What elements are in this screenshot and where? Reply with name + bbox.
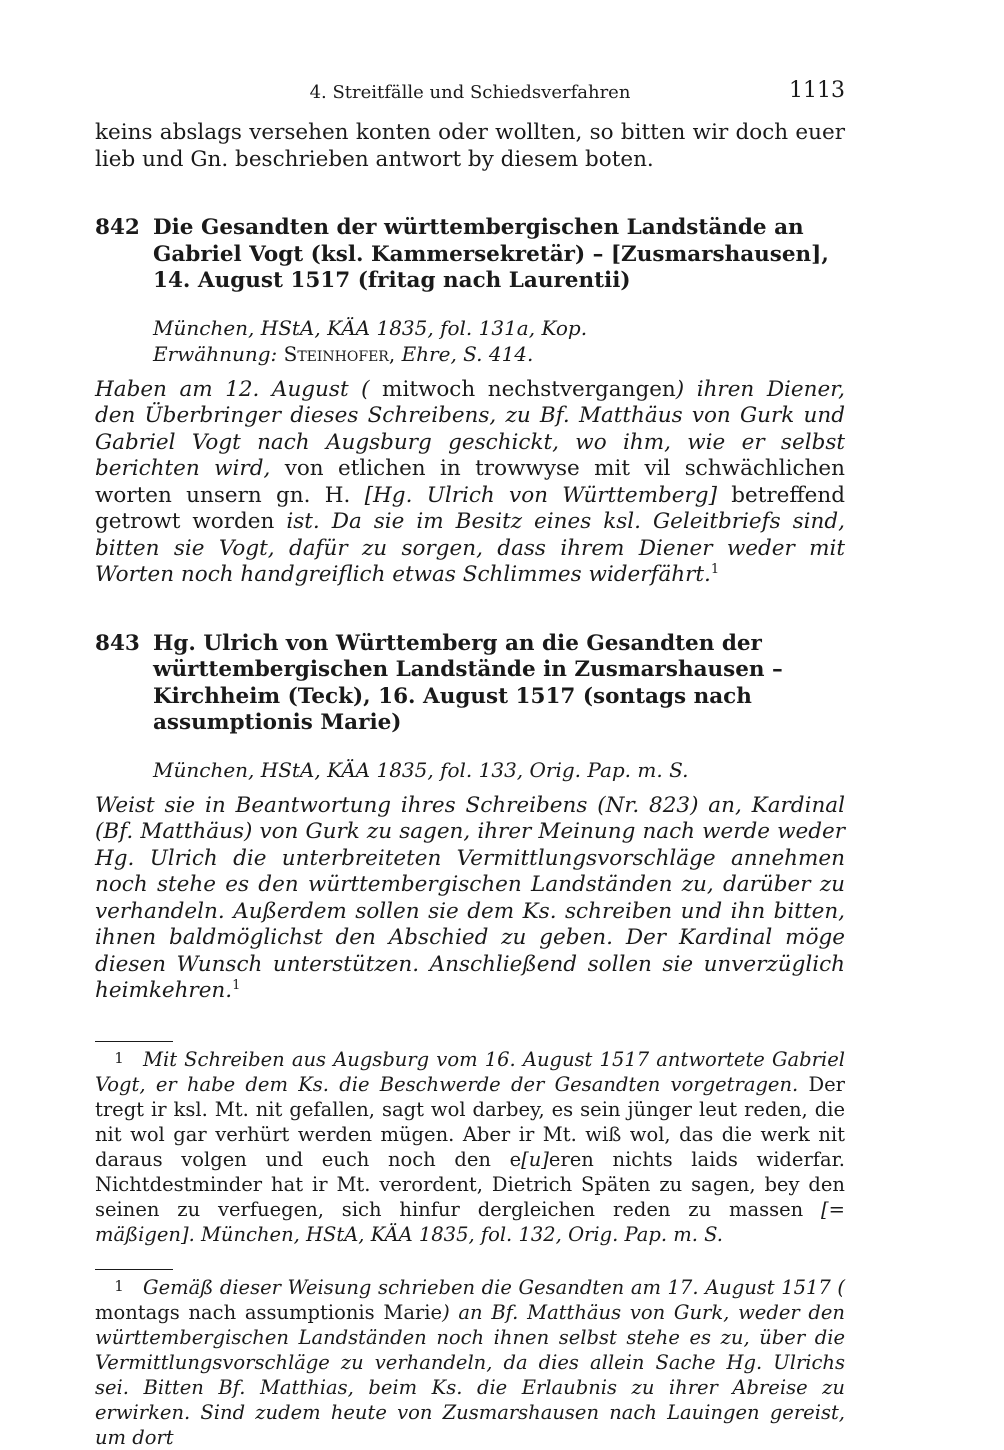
footnote-segment: Der tregt ir ksl. Mt. nit gefallen, sagt wol darbey, es sein jünger leut reden, die nit wol gar verhürt werden mügen. Aber ir Mt. wiß wol, das die werk nit daraus volgen und euch noch den e: [95, 1072, 845, 1171]
footnote-divider: [95, 1269, 173, 1270]
footnote-segment: eren nichts laids widerfar. Nichtdestminder hat ir Mt. verordent, Dietrich Späten zu sagen, bey den seinen zu verfuegen, sich hinfur dergleichen reden zu massen: [95, 1147, 845, 1221]
entry-title: Die Gesandten der württembergischen Landstände an Gabriel Vogt (ksl. Kammersekretär) – [Zusmarshausen], 14. August 1517 (fritag nach Laurentii): [153, 215, 829, 293]
abstract-segment: ist. Da sie im Besitz eines ksl. Geleitbriefs sind, bitten sie Vogt, dafür zu sorgen, dass ihrem Diener weder mit Worten noch handgreiflich etwas Schlimmes widerfährt.: [95, 509, 845, 587]
running-title: 4. Streitfälle und Schiedsverfahren: [309, 82, 631, 103]
entry-heading: [95, 631, 845, 737]
document-page: [95, 78, 845, 1450]
abstract-segment: von etlichen in trowwyse mit vil schwächlichen worten unsern gn. H.: [95, 456, 845, 508]
footnote-mark: 1: [114, 1048, 124, 1067]
footnote-reference[interactable]: 1: [232, 978, 241, 993]
source-line: München, HStA, KÄA 1835, fol. 133, Orig. Pap. m. S.: [153, 757, 689, 782]
entry-title: Hg. Ulrich von Württemberg an die Gesandten der württembergischen Landstände in Zusmarshausen – Kirchheim (Teck), 16. August 1517 (sontags nach assumptionis Marie): [153, 630, 783, 735]
footnote-1: [95, 1046, 845, 1247]
footnote-mark: 1: [114, 1276, 124, 1295]
entry-842: [95, 215, 845, 589]
entry-abstract: [95, 377, 845, 589]
footnote-segment: montags nach assumptionis Marie: [95, 1300, 443, 1324]
mention-author: Steinhofer,: [283, 341, 396, 366]
running-header: [95, 78, 845, 108]
footnote-segment: ) an Bf. Matthäus von Gurk, weder den württembergischen Landständen noch ihnen selbst stehe es zu, über die Vermittlungsvorschläge zu verhandeln, da dies allein Sache Hg. Ulrichs sei. Bitten Bf. Matthias, beim Ks. die Erlaubnis zu ihrer Abreise zu erwirken. Sind zudem heute von Zusmarshausen nach Lauingen gereist, um dort: [95, 1300, 845, 1449]
mention-line: [153, 341, 845, 367]
continuation-paragraph: keins abslags versehen konten oder wollten, so bitten wir doch euer lieb und Gn. beschrieben antwort by diesem boten.: [95, 120, 845, 172]
footnote-segment: Gemäß dieser Weisung schrieben die Gesandten am 17. August 1517 (: [143, 1275, 845, 1299]
footnote-segment: [u]: [521, 1147, 549, 1171]
entry-heading: [95, 215, 845, 295]
source-line: München, HStA, KÄA 1835, fol. 131a, Kop.: [153, 315, 588, 340]
abstract-segment: ) ihren Diener, den Überbringer dieses Schreibens, zu Bf. Matthäus von Gurk und Gabriel Vogt nach Augsburg geschickt, wo ihm, wie er selbst berichten wird,: [95, 376, 845, 481]
footnote-2: [95, 1274, 845, 1450]
entry-number: 843: [95, 630, 140, 656]
abstract-segment: betreffend getrowt worden: [95, 482, 846, 534]
footnote-segment: Mit Schreiben aus Augsburg vom 16. August 1517 antwortete Gabriel Vogt, er habe dem Ks. die Beschwerde der Gesandten vorgetragen.: [95, 1047, 845, 1096]
source-block: [95, 315, 845, 367]
source-block: [95, 757, 845, 783]
page-number: 1113: [789, 78, 845, 103]
abstract-segment: Weist sie in Beantwortung ihres Schreibens (Nr. 823) an, Kardinal (Bf. Matthäus) von Gurk zu sagen, ihrer Meinung nach werde weder Hg. Ulrich die unterbreiteten Vermittlungsvorschläge annehmen noch stehe es den württembergischen Landständen zu, darüber zu verhandeln. Außerdem sollen sie dem Ks. schreiben und ihn bitten, ihnen baldmöglichst den Abschied zu geben. Der Kardinal möge diesen Wunsch unterstützen. Anschließend sollen sie unverzüglich heimkehren.: [95, 792, 845, 1003]
footnote-divider: [95, 1041, 173, 1042]
entry-abstract: [95, 793, 845, 1005]
abstract-segment: [Hg. Ulrich von Württemberg]: [364, 482, 717, 508]
abstract-segment: mitwoch nechstvergangen: [369, 376, 676, 402]
entry-843: [95, 631, 845, 1005]
footnote-segment: [= mäßigen]. München, HStA, KÄA 1835, fol. 132, Orig. Pap. m. S.: [95, 1197, 845, 1246]
mention-reference: Ehre, S. 414.: [401, 341, 534, 366]
entry-number: 842: [95, 215, 140, 240]
mention-label: Erwähnung:: [153, 341, 278, 366]
footnote-reference[interactable]: 1: [710, 562, 720, 577]
abstract-segment: Haben am 12. August (: [95, 376, 370, 402]
